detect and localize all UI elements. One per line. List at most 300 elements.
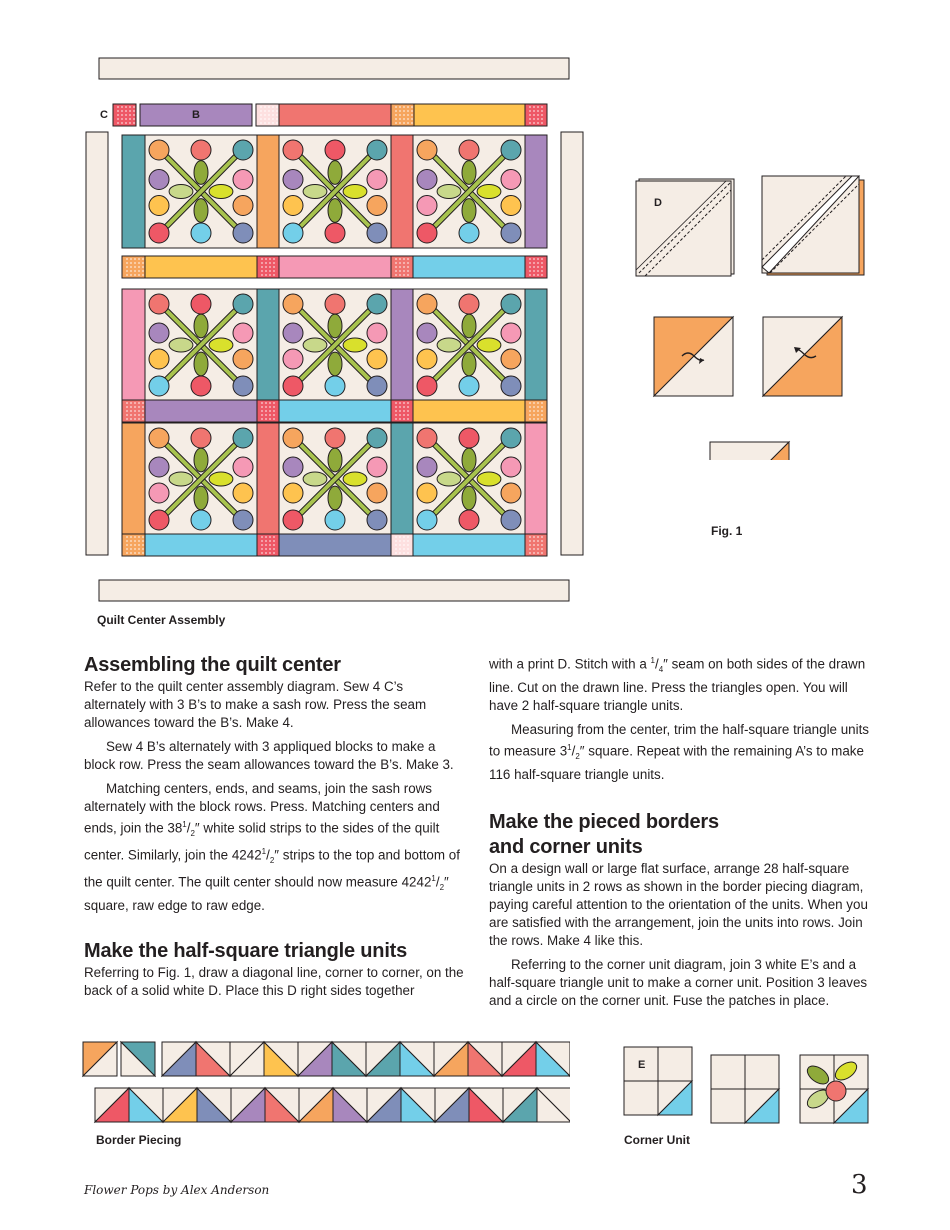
applique-circle	[459, 510, 479, 530]
leaf	[462, 448, 476, 472]
fabric-dot	[129, 114, 131, 116]
fabric-dot	[138, 402, 140, 404]
fabric-dot	[541, 262, 543, 264]
applique-circle	[417, 170, 437, 190]
fabric-dot	[126, 544, 128, 546]
applique-circle	[417, 323, 437, 343]
leaf	[194, 314, 208, 338]
fabric-dot	[411, 110, 413, 112]
applique-circle	[233, 376, 253, 396]
fabric-dot	[403, 418, 405, 420]
fabric-dot	[126, 414, 128, 416]
fabric-dot	[533, 548, 535, 550]
fabric-dot	[403, 114, 405, 116]
fabric-dot	[269, 536, 271, 538]
fabric-dot	[138, 406, 140, 408]
leaf	[343, 185, 367, 199]
fabric-dot	[268, 110, 270, 112]
c-square	[525, 534, 547, 556]
border-hst	[95, 1088, 129, 1122]
fabric-dot	[395, 266, 397, 268]
fabric-dot	[395, 402, 397, 404]
c-square	[257, 400, 279, 422]
fabric-dot	[541, 544, 543, 546]
fabric-dot	[269, 274, 271, 276]
fabric-dot	[537, 262, 539, 264]
fabric-dot	[117, 114, 119, 116]
fabric-dot	[541, 258, 543, 260]
fabric-dot	[407, 110, 409, 112]
applique-circle	[501, 376, 521, 396]
vertical-b-strip	[391, 135, 413, 248]
applique-circle	[233, 323, 253, 343]
fabric-dot	[265, 402, 267, 404]
sash-b-strip	[279, 534, 391, 556]
fabric-dot	[272, 106, 274, 108]
applique-circle	[283, 196, 303, 216]
fabric-dot	[533, 270, 535, 272]
fabric-dot	[399, 414, 401, 416]
leaf	[194, 486, 208, 510]
fabric-dot	[142, 262, 144, 264]
fabric-dot	[537, 414, 539, 416]
fabric-dot	[533, 114, 535, 116]
fabric-dot	[134, 402, 136, 404]
border-hst	[265, 1088, 299, 1122]
applique-circle	[191, 510, 211, 530]
fabric-dot	[533, 106, 535, 108]
fabric-dot	[537, 274, 539, 276]
border-hst	[469, 1088, 503, 1122]
border-hst	[197, 1088, 231, 1122]
fabric-dot	[541, 122, 543, 124]
fabric-dot	[264, 110, 266, 112]
fabric-dot	[117, 110, 119, 112]
sash-b-strip	[413, 400, 525, 422]
fabric-dot	[537, 548, 539, 550]
fabric-dot	[533, 110, 535, 112]
fabric-dot	[273, 410, 275, 412]
label-e: E	[638, 1059, 646, 1071]
applique-circle	[501, 196, 521, 216]
fabric-dot	[269, 540, 271, 542]
text-column-right	[489, 652, 869, 1016]
leaf	[328, 352, 342, 376]
leaf	[328, 314, 342, 338]
applique-circle	[367, 376, 387, 396]
b-strip	[414, 104, 525, 126]
applique-circle	[149, 349, 169, 369]
leaf	[328, 199, 342, 223]
fabric-dot	[529, 122, 531, 124]
fabric-dot	[134, 266, 136, 268]
leaf	[462, 161, 476, 185]
fabric-dot	[407, 418, 409, 420]
fabric-dot	[269, 266, 271, 268]
border-hst	[537, 1088, 570, 1122]
fabric-dot	[399, 274, 401, 276]
fabric-dot	[130, 540, 132, 542]
leaf	[209, 185, 233, 199]
fabric-dot	[403, 410, 405, 412]
fabric-dot	[273, 536, 275, 538]
fabric-dot	[403, 258, 405, 260]
fabric-dot	[269, 418, 271, 420]
leaf	[169, 472, 193, 486]
fabric-dot	[134, 536, 136, 538]
fabric-dot	[268, 106, 270, 108]
fabric-dot	[134, 406, 136, 408]
fabric-dot	[395, 258, 397, 260]
applique-circle	[459, 294, 479, 314]
fabric-dot	[541, 540, 543, 542]
applique-circle	[233, 170, 253, 190]
fabric-dot	[142, 418, 144, 420]
fabric-dot	[541, 106, 543, 108]
fabric-dot	[395, 118, 397, 120]
leaf	[328, 448, 342, 472]
fabric-dot	[529, 536, 531, 538]
fabric-dot	[537, 110, 539, 112]
fabric-dot	[411, 122, 413, 124]
fabric-dot	[403, 262, 405, 264]
c-square	[525, 256, 547, 278]
c-square	[525, 400, 547, 422]
fabric-dot	[130, 410, 132, 412]
leaf	[169, 338, 193, 352]
fabric-dot	[133, 118, 135, 120]
fabric-dot	[411, 114, 413, 116]
fabric-dot	[142, 536, 144, 538]
applique-circle	[283, 349, 303, 369]
applique-circle	[459, 376, 479, 396]
fabric-dot	[261, 262, 263, 264]
fabric-dot	[264, 118, 266, 120]
fabric-dot	[399, 418, 401, 420]
fabric-dot	[407, 118, 409, 120]
fabric-dot	[399, 540, 401, 542]
fabric-dot	[529, 552, 531, 554]
fabric-dot	[395, 110, 397, 112]
fabric-dot	[407, 122, 409, 124]
applique-circle	[417, 223, 437, 243]
fabric-dot	[133, 122, 135, 124]
fabric-dot	[407, 410, 409, 412]
fabric-dot	[395, 106, 397, 108]
fabric-dot	[399, 552, 401, 554]
fabric-dot	[529, 114, 531, 116]
applique-circle	[149, 457, 169, 477]
fabric-dot	[533, 122, 535, 124]
fabric-dot	[407, 406, 409, 408]
applique-circle	[149, 510, 169, 530]
vertical-b-strip	[525, 135, 547, 248]
applique-block	[279, 289, 391, 401]
fabric-dot	[529, 266, 531, 268]
fabric-dot	[411, 118, 413, 120]
applique-circle	[367, 349, 387, 369]
fabric-dot	[264, 122, 266, 124]
applique-circle	[325, 428, 345, 448]
fabric-dot	[537, 402, 539, 404]
border-hst	[333, 1088, 367, 1122]
applique-circle	[501, 428, 521, 448]
applique-circle	[191, 223, 211, 243]
applique-block	[413, 289, 525, 401]
fabric-dot	[537, 540, 539, 542]
fabric-dot	[273, 552, 275, 554]
fabric-dot	[533, 258, 535, 260]
fabric-dot	[142, 270, 144, 272]
fabric-dot	[133, 110, 135, 112]
fabric-dot	[142, 258, 144, 260]
corner-unit-diagram	[620, 1040, 880, 1130]
fabric-dot	[407, 270, 409, 272]
applique-circle	[417, 428, 437, 448]
applique-circle	[325, 223, 345, 243]
applique-circle	[325, 294, 345, 314]
c-square	[122, 534, 145, 556]
fabric-dot	[126, 410, 128, 412]
applique-circle	[367, 294, 387, 314]
applique-circle	[191, 294, 211, 314]
fabric-dot	[269, 544, 271, 546]
fabric-dot	[395, 410, 397, 412]
fabric-dot	[130, 544, 132, 546]
fabric-dot	[272, 110, 274, 112]
fabric-dot	[533, 410, 535, 412]
fabric-dot	[142, 544, 144, 546]
fig1-caption: Fig. 1	[711, 524, 743, 538]
fabric-dot	[138, 266, 140, 268]
label-d: D	[654, 197, 662, 209]
fabric-dot	[399, 258, 401, 260]
applique-circle	[367, 323, 387, 343]
applique-circle	[367, 457, 387, 477]
applique-circle	[367, 170, 387, 190]
fabric-dot	[537, 410, 539, 412]
applique-circle	[501, 483, 521, 503]
e-square	[658, 1047, 692, 1081]
fabric-dot	[529, 540, 531, 542]
fabric-dot	[142, 406, 144, 408]
border-hst	[332, 1042, 366, 1076]
fig1-diagram	[620, 160, 880, 460]
fabric-dot	[276, 106, 278, 108]
fabric-dot	[537, 406, 539, 408]
applique-circle	[149, 294, 169, 314]
fabric-dot	[133, 106, 135, 108]
fabric-dot	[529, 418, 531, 420]
applique-circle	[367, 510, 387, 530]
fabric-dot	[142, 266, 144, 268]
applique-block	[279, 423, 391, 535]
fabric-dot	[533, 118, 535, 120]
fabric-dot	[121, 118, 123, 120]
applique-circle	[325, 376, 345, 396]
fabric-dot	[541, 402, 543, 404]
fabric-dot	[138, 274, 140, 276]
applique-circle	[501, 349, 521, 369]
fabric-dot	[395, 540, 397, 542]
fabric-dot	[403, 552, 405, 554]
leaf	[194, 352, 208, 376]
fabric-dot	[117, 106, 119, 108]
fabric-dot	[533, 406, 535, 408]
finished-hst	[710, 442, 789, 460]
applique-circle	[233, 223, 253, 243]
fabric-dot	[537, 118, 539, 120]
fabric-dot	[126, 552, 128, 554]
applique-circle	[459, 223, 479, 243]
fabric-dot	[265, 266, 267, 268]
leaf	[209, 338, 233, 352]
fabric-dot	[117, 122, 119, 124]
fabric-dot	[138, 414, 140, 416]
fabric-dot	[261, 406, 263, 408]
fabric-dot	[533, 414, 535, 416]
fabric-dot	[265, 274, 267, 276]
top-border-strip	[99, 58, 569, 79]
fabric-dot	[537, 114, 539, 116]
fabric-dot	[265, 262, 267, 264]
fabric-dot	[399, 548, 401, 550]
fabric-dot	[537, 536, 539, 538]
border-hst	[434, 1042, 468, 1076]
fabric-dot	[264, 106, 266, 108]
fabric-dot	[395, 114, 397, 116]
fabric-dot	[407, 402, 409, 404]
applique-circle	[191, 376, 211, 396]
applique-circle	[501, 223, 521, 243]
fabric-dot	[134, 274, 136, 276]
fabric-dot	[403, 414, 405, 416]
applique-circle	[149, 170, 169, 190]
label-c: C	[100, 109, 108, 121]
para-s3-2: Referring to the corner unit diagram, join 3 white E’s and a half-square triangle unit to make a corner unit. Position 3 leaves and a circle on the corner unit. Fuse the patches in place.	[489, 957, 868, 1009]
applique-circle	[417, 510, 437, 530]
border-hst	[367, 1088, 401, 1122]
fabric-dot	[126, 274, 128, 276]
pressed-hst-left	[654, 317, 733, 396]
fabric-dot	[533, 266, 535, 268]
fabric-dot	[541, 406, 543, 408]
fabric-dot	[272, 114, 274, 116]
border-caption: Border Piecing	[96, 1133, 182, 1147]
fabric-dot	[138, 544, 140, 546]
fabric-dot	[407, 414, 409, 416]
fabric-dot	[265, 418, 267, 420]
sash-b-strip	[413, 534, 525, 556]
fabric-dot	[273, 262, 275, 264]
fabric-dot	[130, 414, 132, 416]
leaf	[303, 185, 327, 199]
applique-circle	[283, 510, 303, 530]
fabric-dot	[395, 122, 397, 124]
fabric-dot	[541, 274, 543, 276]
fabric-dot	[403, 270, 405, 272]
fabric-dot	[126, 406, 128, 408]
corner-hst	[658, 1081, 692, 1115]
fabric-dot	[126, 266, 128, 268]
fabric-dot	[142, 548, 144, 550]
fabric-dot	[537, 122, 539, 124]
c-square	[391, 104, 414, 126]
applique-circle	[501, 323, 521, 343]
c-square	[257, 534, 279, 556]
fabric-dot	[407, 106, 409, 108]
fabric-dot	[269, 410, 271, 412]
fabric-dot	[541, 414, 543, 416]
border-hst	[366, 1042, 400, 1076]
para-c2-2: Measuring from the center, trim the half-square triangle units to measure $3^1/_2''$ square. Repeat with the remaining A’s to make 116 half-square triangle units.	[489, 722, 869, 783]
fabric-dot	[537, 266, 539, 268]
applique-circle	[149, 483, 169, 503]
fabric-dot	[273, 414, 275, 416]
fabric-dot	[272, 122, 274, 124]
leaf	[477, 338, 501, 352]
fabric-dot	[261, 540, 263, 542]
fabric-dot	[264, 114, 266, 116]
fabric-dot	[134, 258, 136, 260]
fabric-dot	[126, 258, 128, 260]
fabric-dot	[395, 414, 397, 416]
fabric-dot	[403, 106, 405, 108]
fabric-dot	[260, 122, 262, 124]
fabric-dot	[265, 258, 267, 260]
fabric-dot	[138, 262, 140, 264]
fabric-dot	[399, 406, 401, 408]
fabric-dot	[261, 418, 263, 420]
fabric-dot	[134, 548, 136, 550]
sash-b-strip	[145, 534, 257, 556]
border-hst	[298, 1042, 332, 1076]
fabric-dot	[142, 540, 144, 542]
border-hst	[121, 1042, 155, 1076]
fabric-dot	[395, 262, 397, 264]
applique-block	[145, 135, 257, 248]
fabric-dot	[125, 122, 127, 124]
fabric-dot	[273, 548, 275, 550]
c-square	[391, 400, 413, 422]
border-hst	[401, 1088, 435, 1122]
fabric-dot	[276, 110, 278, 112]
fabric-dot	[269, 414, 271, 416]
fabric-dot	[125, 106, 127, 108]
fabric-dot	[273, 270, 275, 272]
fabric-dot	[529, 548, 531, 550]
fabric-dot	[269, 548, 271, 550]
fabric-dot	[407, 540, 409, 542]
applique-circle	[459, 428, 479, 448]
fabric-dot	[411, 106, 413, 108]
c-square	[113, 104, 136, 126]
fabric-dot	[403, 536, 405, 538]
c-square	[391, 534, 413, 556]
fabric-dot	[134, 540, 136, 542]
applique-circle	[283, 323, 303, 343]
bottom-border-strip	[99, 580, 569, 601]
fabric-dot	[407, 266, 409, 268]
leaf	[462, 486, 476, 510]
applique-circle	[826, 1081, 846, 1101]
border-hst	[231, 1088, 265, 1122]
applique-circle	[417, 349, 437, 369]
fabric-dot	[533, 418, 535, 420]
fabric-dot	[125, 110, 127, 112]
fabric-dot	[533, 540, 535, 542]
applique-circle	[417, 483, 437, 503]
